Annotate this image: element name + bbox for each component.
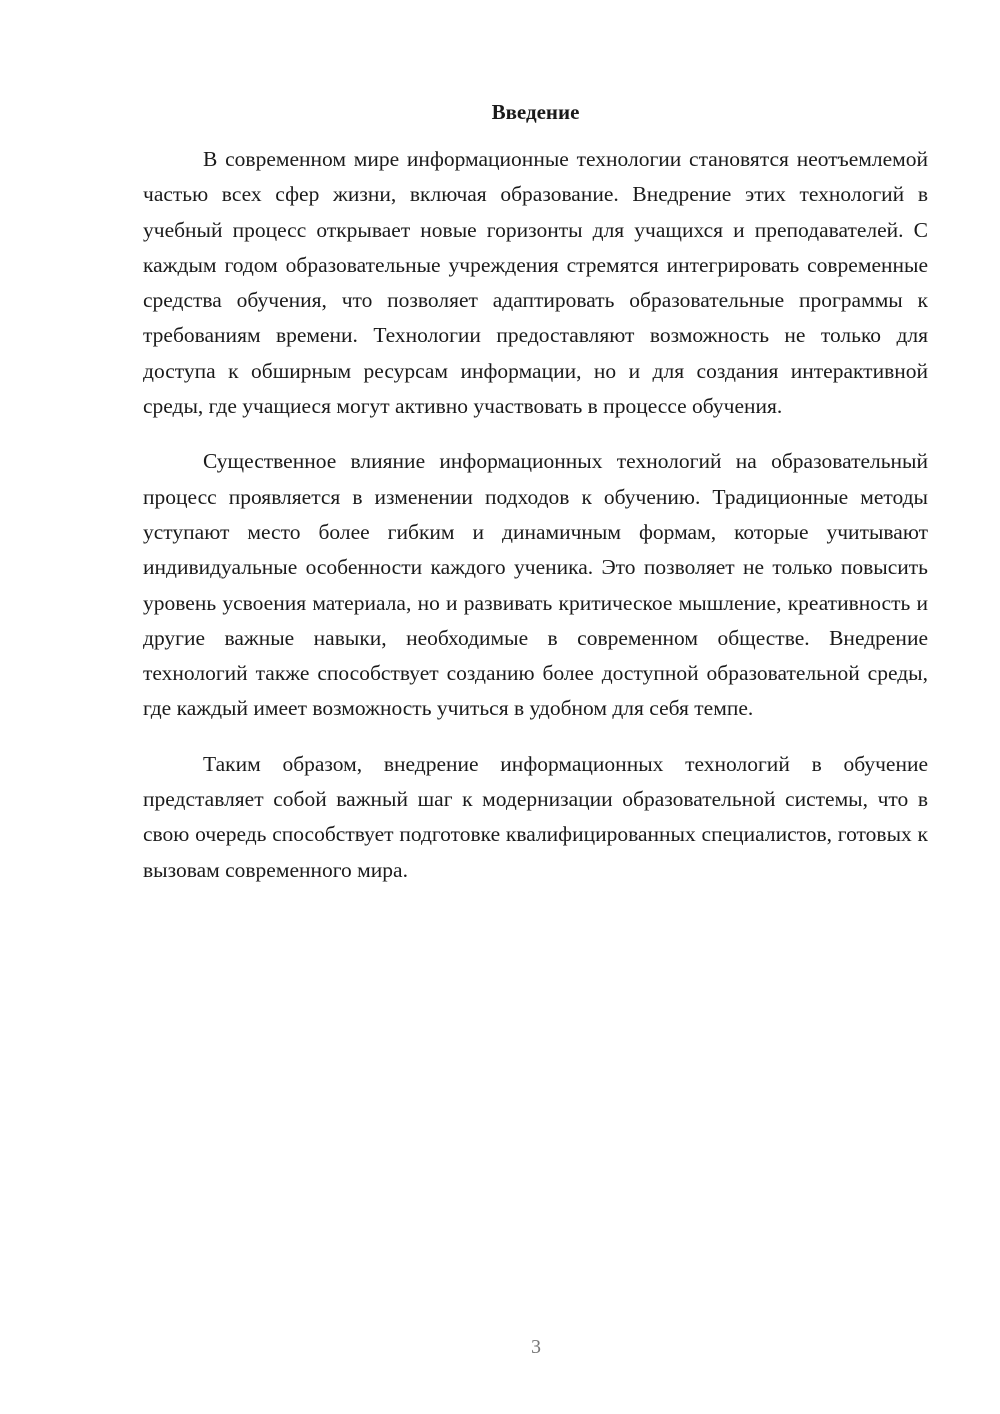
paragraph-1: В современном мире информационные технологии становятся неотъемлемой частью всех сфер жизни, включая образование. Внедрение этих технологий в учебный процесс открывает новые горизонты для учащихся и преподавателей. С каждым годом образовательные учреждения стремятся интегрировать современные средства обучения, что позволяет адаптировать образовательные программы к требованиям времени. Технологии предоставляют возможность не только для доступа к обширным ресурсам информации, но и для создания интерактивной среды, где учащиеся могут активно участвовать в процессе обучения. — [143, 147, 928, 419]
document-body — [143, 142, 928, 908]
paragraph-3: Таким образом, внедрение информационных технологий в обучение представляет собой важный шаг к модернизации образовательной системы, что в свою очередь способствует подготовке квалифицированных специалистов, готовых к вызовам современного мира. — [143, 751, 928, 882]
page-number: 3 — [531, 1336, 541, 1358]
section-title: Введение — [491, 100, 580, 124]
paragraph-2: Существенное влияние информационных технологий на образовательный процесс проявляется в изменении подходов к обучению. Традиционные методы уступают место более гибким и динамичным формам, которые учитывают индивидуальные особенности каждого ученика. Это позволяет не только повысить уровень усвоения материала, но и развивать критическое мышление, креативность и другие важные навыки, необходимые в современном обществе. Внедрение технологий также способствует созданию более доступной образовательной среды, где каждый имеет возможность учиться в удобном для себя темпе. — [143, 449, 928, 721]
